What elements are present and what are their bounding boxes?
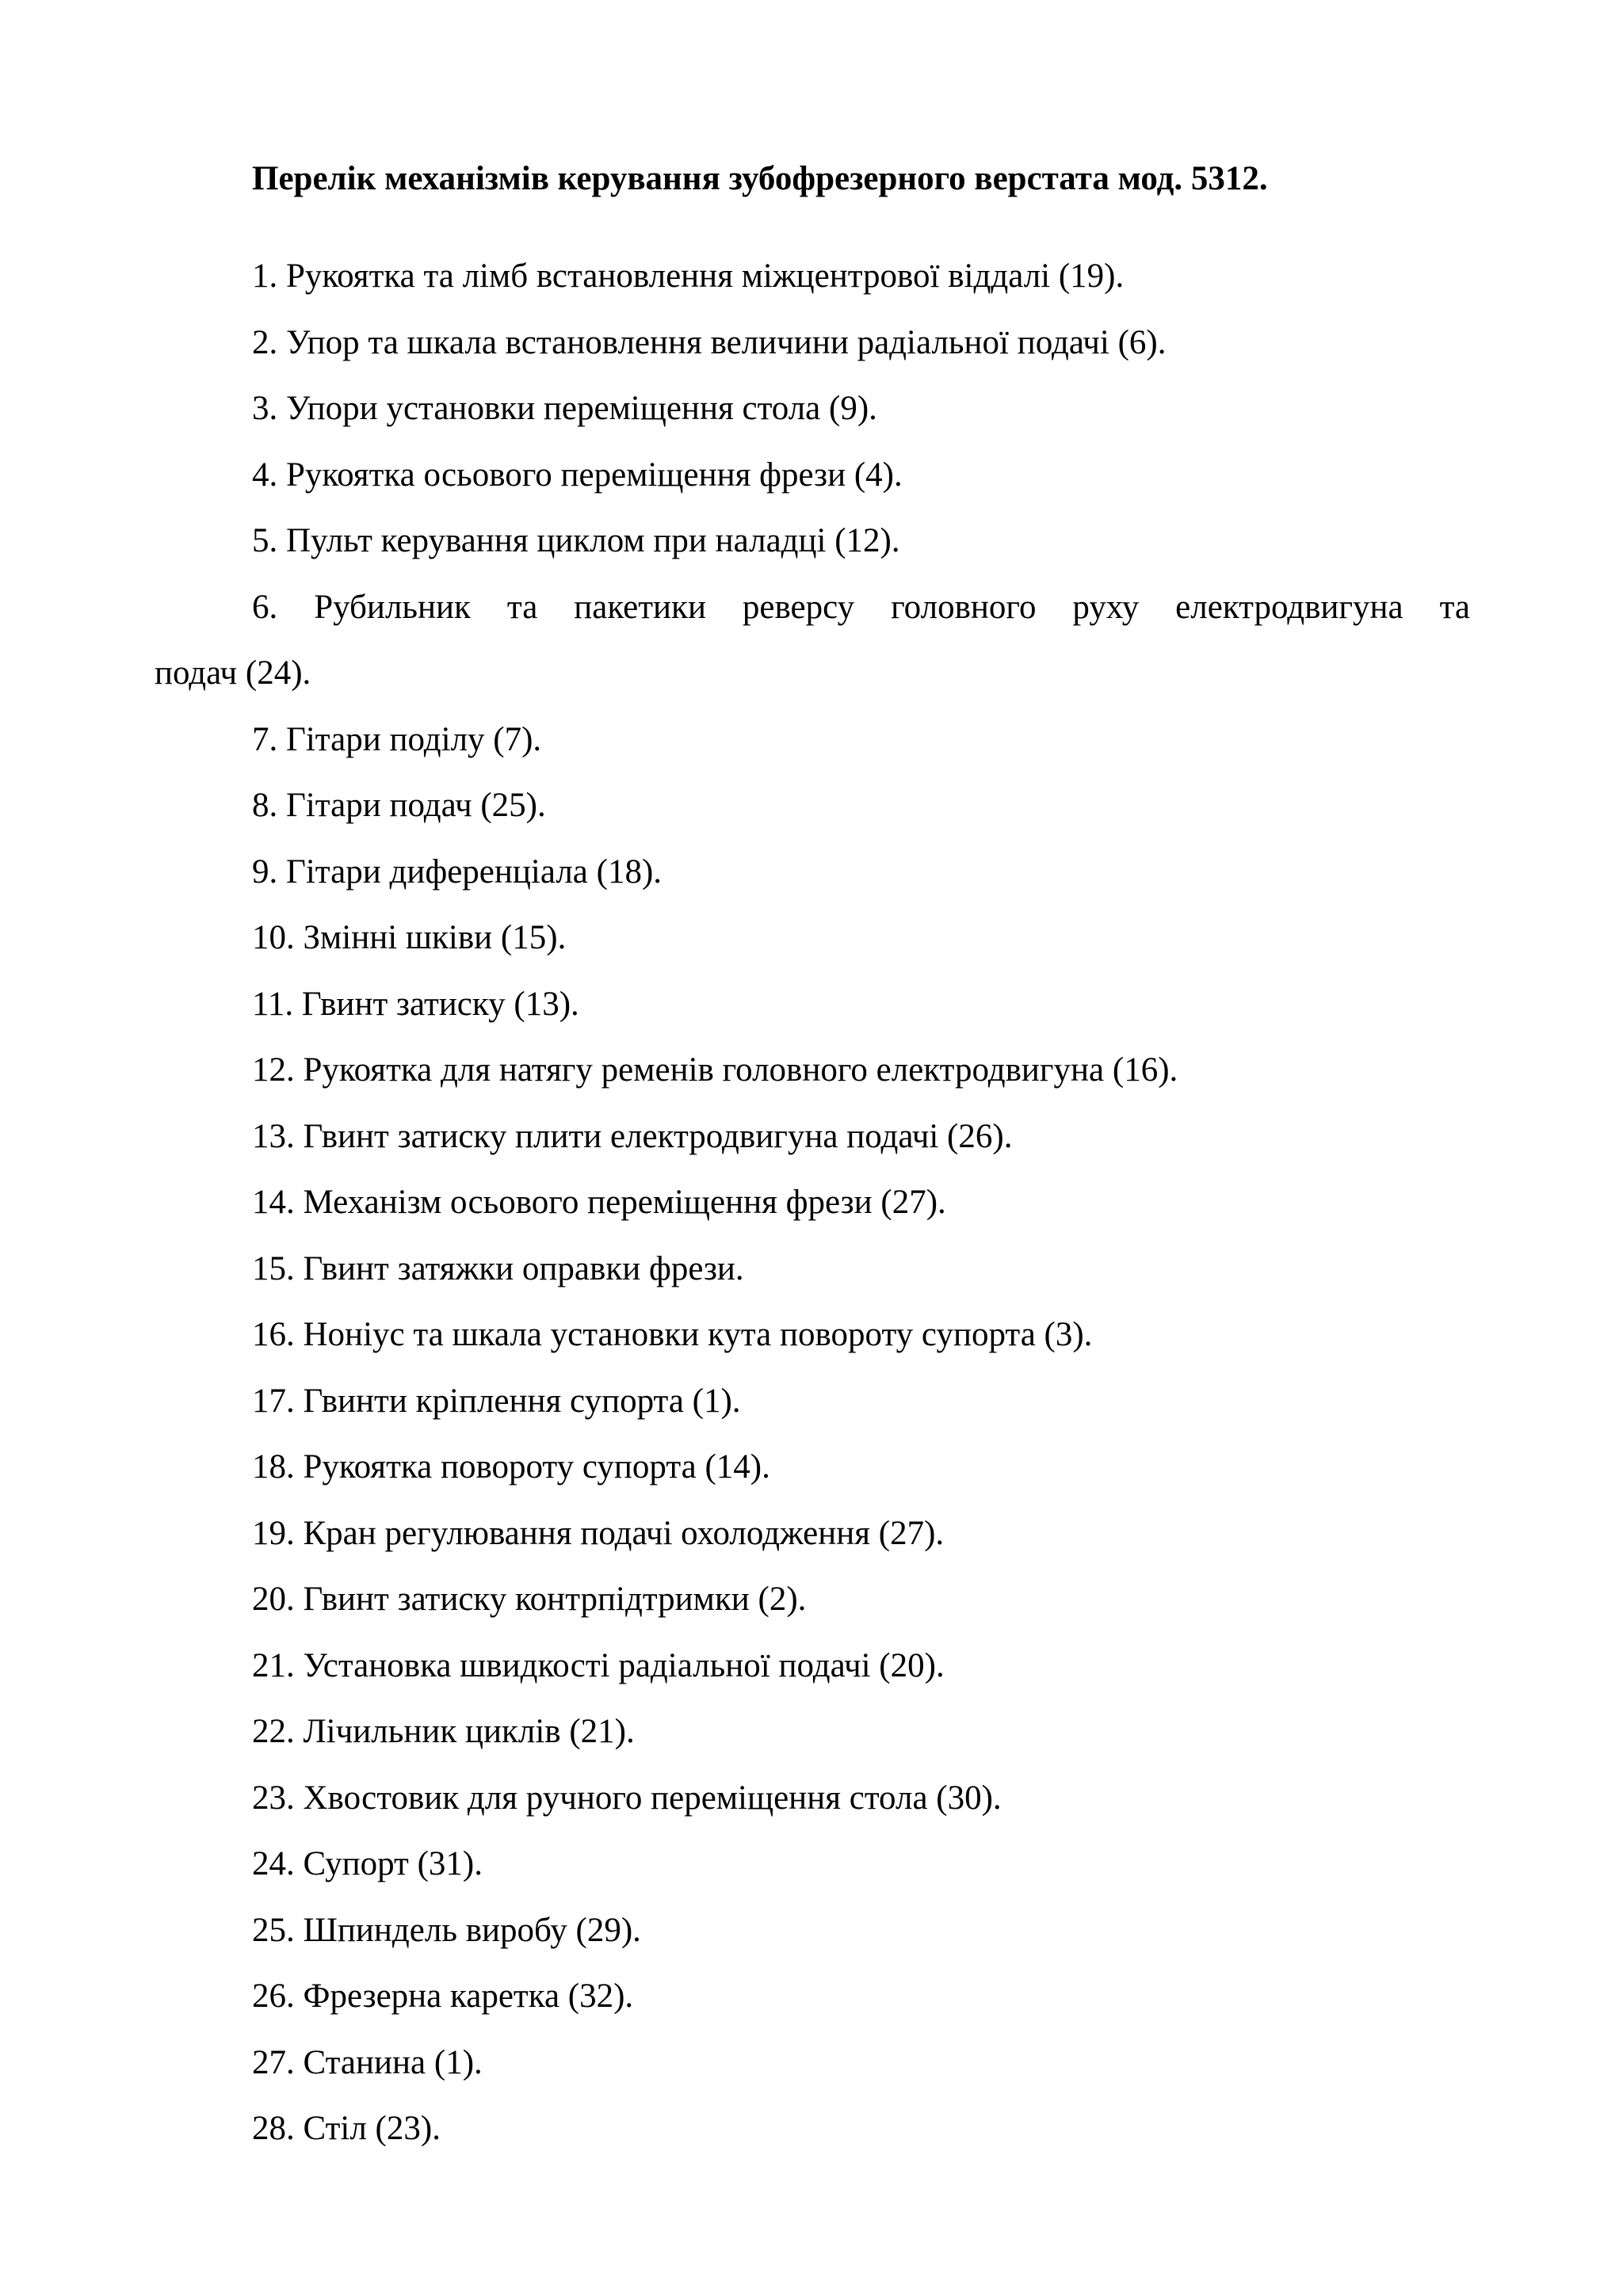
mechanism-list [155, 243, 1470, 2162]
list-item: 7. Гітари поділу (7). [252, 720, 542, 758]
list-item: 2. Упор та шкала встановлення величини радіальної подачі (6). [252, 323, 1167, 361]
list-item: 16. Ноніус та шкала установки кута повороту супорта (3). [252, 1316, 1093, 1353]
list-item: 15. Гвинт затяжки оправки фрези. [252, 1249, 744, 1287]
list-item: 18. Рукоятка повороту супорта (14). [252, 1448, 770, 1486]
list-item: 24. Супорт (31). [252, 1845, 483, 1882]
list-item: 17. Гвинти кріплення супорта (1). [252, 1382, 741, 1420]
list-item: 25. Шпиндель виробу (29). [252, 1911, 641, 1949]
list-item [155, 574, 1470, 707]
list-item: 13. Гвинт затиску плити електродвигуна подачі (26). [252, 1117, 1013, 1155]
list-item: 26. Фрезерна каретка (32). [252, 1978, 634, 2015]
list-item: 11. Гвинт затиску (13). [252, 985, 579, 1023]
list-item: 12. Рукоятка для натягу ременів головного електродвигуна (16). [252, 1051, 1178, 1089]
list-item: 20. Гвинт затиску контрпідтримки (2). [252, 1581, 807, 1618]
list-item: 23. Хвостовик для ручного переміщення стола (30). [252, 1779, 1002, 1817]
list-item-line: подач (24). [155, 654, 311, 692]
list-item: 9. Гітари диференціала (18). [252, 852, 663, 891]
list-item: 27. Станина (1). [252, 2043, 483, 2081]
list-item: 8. Гітари подач (25). [252, 787, 546, 824]
document-title: Перелік механізмів керування зубофрезерного верстата мод. 5312. [252, 160, 1268, 197]
list-item-line: 6. Рубильник та пакетики реверсу головного руху електродвигуна та [252, 588, 1470, 626]
list-item: 14. Механізм осьового переміщення фрези (27). [252, 1184, 946, 1221]
list-item: 1. Рукоятка та лімб встановлення міжцентрової віддалі (19). [252, 257, 1125, 295]
list-item: 21. Установка швидкості радіальної подачі (20). [252, 1646, 945, 1684]
list-item: 19. Кран регулювання подачі охолодження (27). [252, 1514, 945, 1552]
list-item: 3. Упори установки переміщення стола (9). [252, 390, 877, 427]
list-item: 28. Стіл (23). [252, 2110, 441, 2147]
list-item: 22. Лічильник циклів (21). [252, 1713, 635, 1750]
list-item: 4. Рукоятка осьового переміщення фрези (4). [252, 456, 903, 494]
list-item: 10. Змінні шківи (15). [252, 919, 567, 956]
list-item: 5. Пульт керування циклом при наладці (12). [252, 522, 900, 559]
